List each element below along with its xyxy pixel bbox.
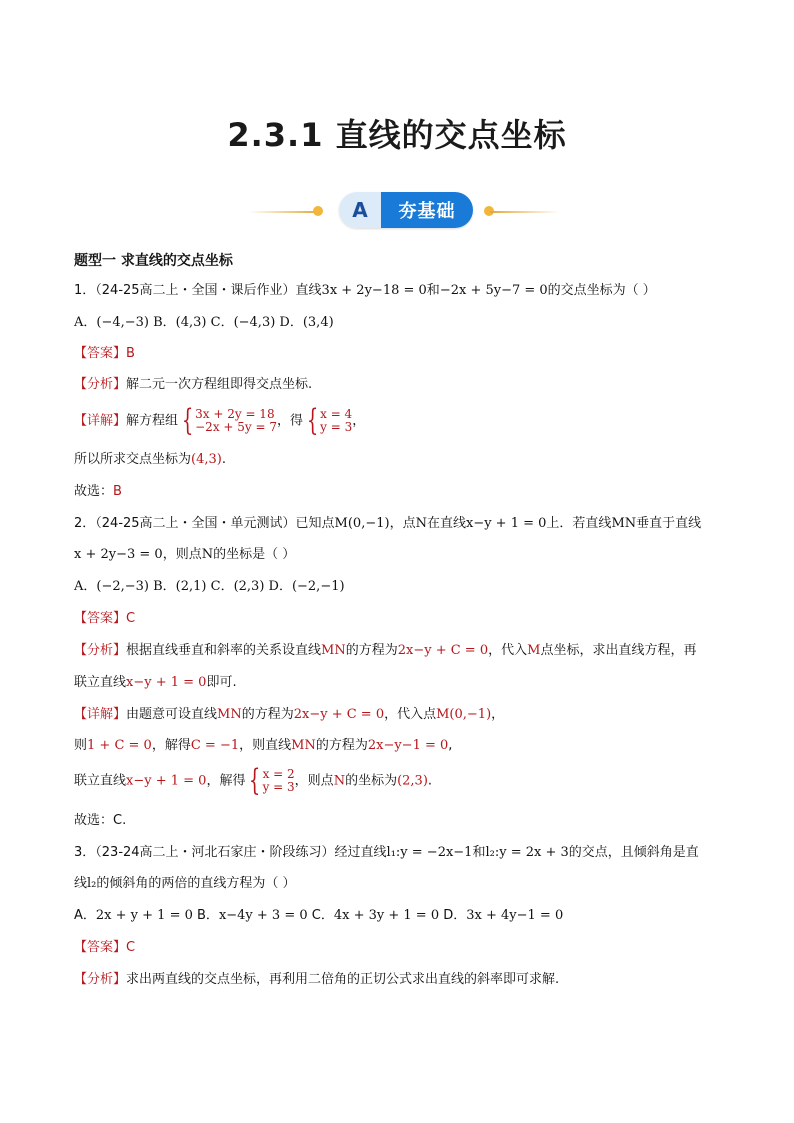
q2-system: { x = 2 y = 3 [249,763,295,798]
answer-tag: 【答案】 [74,611,127,626]
q1-answer-value: B [126,346,135,361]
analysis-tag: 【分析】 [74,643,127,658]
detail-tag: 【详解】 [74,707,127,722]
q1-system-1: { 3x + 2y = 18 −2x + 5y = 7 [181,403,277,438]
q2-options: A．(−2,−3) B．(2,1) C．(2,3) D．(−2,−1) [74,579,345,594]
banner-letter: A [339,192,381,228]
analysis-tag: 【分析】 [74,377,127,392]
q2-answer [74,610,135,628]
banner-pill [339,192,473,228]
q2-stem-line1: 2．（24-25高二上・全国・单元测试）已知点M(0,−1)，点N在直线x−y + 1 = 0上．若直线MN垂直于直线 [74,516,702,531]
banner-right-line [490,211,560,213]
banner-text: 夯基础 [381,192,473,228]
q2-stem-line2: x + 2y−3 = 0，则点N的坐标是（ ） [74,547,296,562]
q1-eq2: −2x + 5y−7 = 0 [439,283,548,298]
page-title: 2.3.1 直线的交点坐标 [227,116,567,154]
q2-detail-line3: 联立直线x−y + 1 = 0，解得 { x = 2 y = 3 ，则点N的坐标为(2,3). [74,763,433,798]
q2-choose: 故选：C. [74,813,127,828]
q2-analysis-line1: 【分析】根据直线垂直和斜率的关系设直线MN的方程为2x−y + C = 0，代入M点坐标，求出直线方程，再 [74,643,697,658]
q1-options: A．(−4,−3) B．(4,3) C．(−4,3) D．(3,4) [74,315,334,330]
q3-stem-line2: 线l₂的倾斜角的两倍的直线方程为（ ） [74,876,296,891]
q3-answer-value: C [126,940,136,955]
section-heading: 题型一 求直线的交点坐标 [74,253,233,269]
q1-detail: 【详解】解方程组 { 3x + 2y = 18 −2x + 5y = 7 ，得 { x = 4 y = 3 ， [74,403,366,438]
section-banner [0,190,794,230]
answer-tag: 【答案】 [74,940,127,955]
q1-answer [74,345,135,363]
q1-analysis: 【分析】解二元一次方程组即得交点坐标. [74,377,313,392]
q1-stem: 1．（24-25高二上・全国・课后作业）直线3x + 2y−18 = 0和−2x + 5y−7 = 0的交点坐标为（ ） [74,283,656,298]
q2-detail-line1: 【详解】由题意可设直线MN的方程为2x−y + C = 0，代入点M(0,−1)， [74,707,505,722]
banner-left-line [248,211,318,213]
answer-tag: 【答案】 [74,346,127,361]
q1-system-2: { x = 4 y = 3 [306,403,353,438]
q2-analysis-line2: 联立直线x−y + 1 = 0即可. [74,675,237,690]
q2-detail-line2: 则1 + C = 0，解得C = −1，则直线MN的方程为2x−y−1 = 0, [74,738,453,753]
q3-options: A．2x + y + 1 = 0 B．x−4y + 3 = 0 C．4x + 3y + 1 = 0 D．3x + 4y−1 = 0 [74,908,564,923]
q3-analysis: 【分析】求出两直线的交点坐标，再利用二倍角的正切公式求出直线的斜率即可求解. [74,972,560,987]
q2-answer-value: C [126,611,136,626]
q1-choose: 故选：B [74,484,122,499]
analysis-tag: 【分析】 [74,972,127,987]
q1-eq1: 3x + 2y−18 = 0 [321,283,427,298]
q3-stem-line1: 3．（23-24高二上・河北石家庄・阶段练习）经过直线l₁:y = −2x−1和l₂:y = 2x + 3的交点，且倾斜角是直 [74,845,699,860]
detail-tag: 【详解】 [74,413,127,429]
q1-conclusion: 所以所求交点坐标为(4,3). [74,452,226,467]
banner-left-dot [313,206,323,216]
q3-answer [74,939,135,957]
